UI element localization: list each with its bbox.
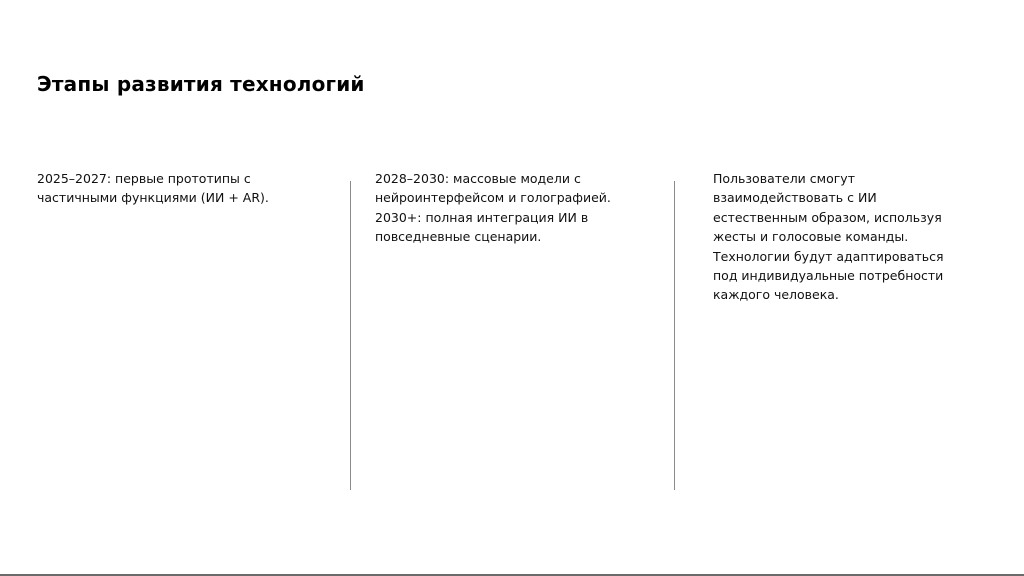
column-3-line-4: жесты и голосовые команды. xyxy=(713,229,909,245)
column-divider-1 xyxy=(350,181,351,490)
column-2-line-1: 2028–2030: массовые модели с xyxy=(375,171,581,186)
column-3-line-6: под индивидуальные потребности xyxy=(713,268,944,284)
column-2-line-3: 2030+: полная интеграция ИИ в xyxy=(375,209,589,225)
timeline-column-1 xyxy=(37,169,327,208)
timeline-column-2 xyxy=(375,169,660,247)
column-2-line-2: нейроинтерфейсом и голографией. xyxy=(375,190,611,206)
column-2-line-4: повседневные сценарии. xyxy=(375,229,542,245)
timeline-column-3 xyxy=(713,169,993,305)
column-3-line-5: Технологии будут адаптироваться xyxy=(713,248,944,264)
column-3-line-7: каждого человека. xyxy=(713,287,839,303)
column-3-line-3: естественным образом, используя xyxy=(713,209,942,225)
column-3-line-2: взаимодействовать с ИИ xyxy=(713,190,877,206)
column-divider-2 xyxy=(674,181,675,490)
column-3-line-1: Пользователи смогут xyxy=(713,171,855,186)
column-1-line-1: 2025–2027: первые прототипы с xyxy=(37,171,251,186)
column-1-line-2: частичными функциями (ИИ + AR). xyxy=(37,190,269,206)
slide-title: Этапы развития технологий xyxy=(37,72,365,96)
